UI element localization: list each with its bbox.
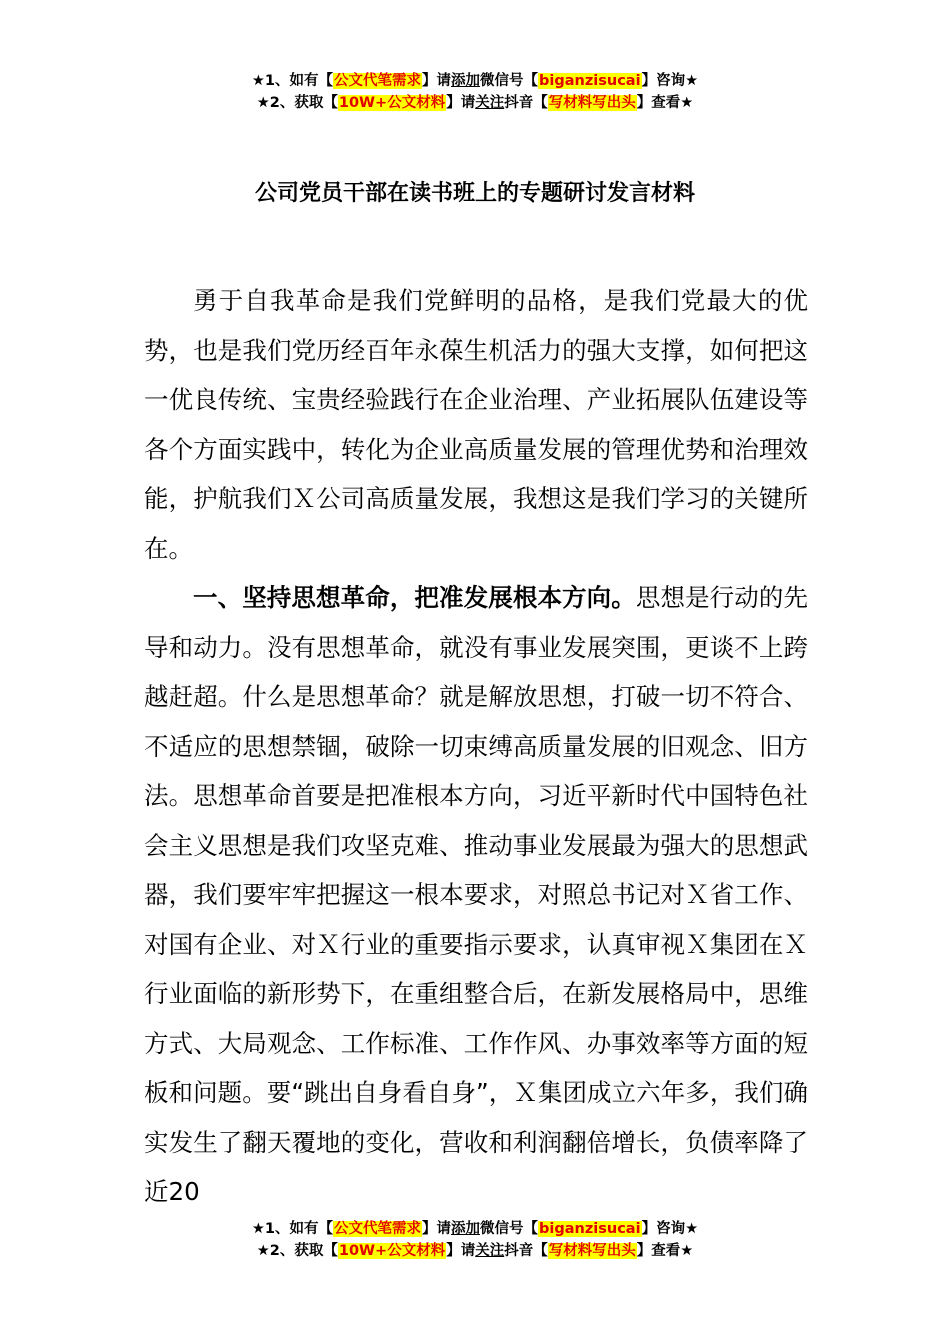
banner-highlight: 写材料写出头	[548, 1243, 636, 1259]
document-body	[144, 276, 808, 1217]
banner-highlight: 10W+公文材料	[338, 1243, 446, 1259]
banner-highlight: 10W+公文材料	[338, 95, 446, 111]
paragraph-section-1: 一、坚持思想革命，把准发展根本方向。思想是行动的先导和动力。没有思想革命，就没有事业发展突围，更谈不上跨越赶超。什么是思想革命？就是解放思想，打破一切不符合、不适应的思想禁锢，破除一切束缚高质量发展的旧观念、旧方法。思想革命首要是把准根本方向，习近平新时代中国特色社会主义思想是我们攻坚克难、推动事业发展最为强大的思想武器，我们要牢牢把握这一根本要求，对照总书记对Ｘ省工作、对国有企业、对Ｘ行业的重要指示要求，认真审视Ｘ集团在Ｘ行业面临的新形势下，在重组整合后，在新发展格局中，思维方式、大局观念、工作标准、工作作风、办事效率等方面的短板和问题。要“跳出自身看自身”，Ｘ集团成立六年多，我们确实发生了翻天覆地的变化，营收和利润翻倍增长，负债率降了近20	[144, 583, 808, 1206]
banner-line-2: ★2、获取【10W+公文材料】请关注抖音【写材料写出头】查看★	[256, 95, 694, 111]
banner-line-1: ★1、如有【公文代笔需求】请添加微信号【biganzisucai】咨询★	[251, 73, 699, 89]
footer-banner	[0, 1218, 950, 1262]
banner-line-1: ★1、如有【公文代笔需求】请添加微信号【biganzisucai】咨询★	[251, 1221, 699, 1237]
document-title: 公司党员干部在读书班上的专题研讨发言材料	[254, 181, 695, 206]
banner-highlight: biganzisucai	[539, 1221, 641, 1237]
banner-line-2: ★2、获取【10W+公文材料】请关注抖音【写材料写出头】查看★	[256, 1243, 694, 1259]
banner-highlight: 公文代笔需求	[334, 73, 422, 89]
section-heading: 一、坚持思想革命，把准发展根本方向。	[193, 583, 636, 612]
banner-highlight: 写材料写出头	[548, 95, 636, 111]
header-banner	[0, 70, 950, 114]
banner-highlight: biganzisucai	[539, 73, 641, 89]
banner-highlight: 公文代笔需求	[334, 1221, 422, 1237]
paragraph-intro: 勇于自我革命是我们党鲜明的品格，是我们党最大的优势，也是我们党历经百年永葆生机活力的强大支撑，如何把这一优良传统、宝贵经验践行在企业治理、产业拓展队伍建设等各个方面实践中，转化为企业高质量发展的管理优势和治理效能，护航我们Ｘ公司高质量发展，我想这是我们学习的关键所在。	[144, 286, 808, 563]
